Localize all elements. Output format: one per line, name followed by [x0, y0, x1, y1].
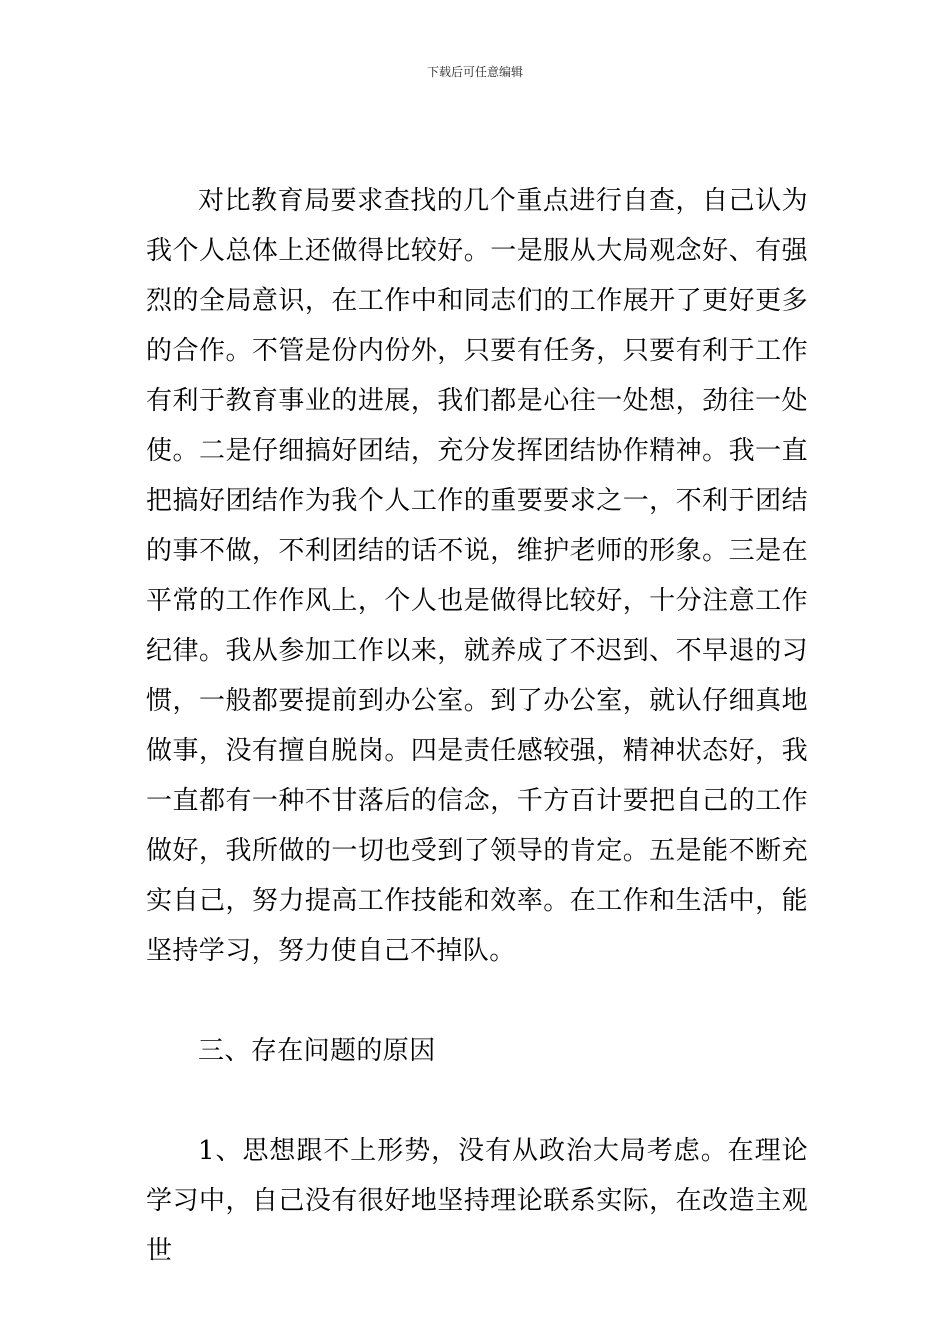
page-header [0, 64, 950, 80]
paragraph-cause-1: 1、思想跟不上形势，没有从政治大局考虑。在理论学习中，自己没有很好地坚持理论联系实际，在改造主观世 [146, 1136, 808, 1266]
document-body [146, 176, 808, 1276]
paragraph-spacer [146, 1076, 808, 1126]
header-text: 下载后可任意编辑 [426, 65, 523, 79]
section-heading: 三、存在问题的原因 [198, 1036, 436, 1066]
paragraph-self-review: 对比教育局要求查找的几个重点进行自查，自己认为我个人总体上还做得比较好。一是服从大局观念好、有强烈的全局意识，在工作中和同志们的工作展开了更好更多的合作。不管是份内份外，只要有任务，只要有利于工作有利于教育事业的进展，我们都是心往一处想，劲往一处使。二是仔细搞好团结，充分发挥团结协作精神。我一直把搞好团结作为我个人工作的重要要求之一，不利于团结的事不做，不利团结的话不说，维护老师的形象。三是在平常的工作作风上，个人也是做得比较好，十分注意工作纪律。我从参加工作以来，就养成了不迟到、不早退的习惯，一般都要提前到办公室。到了办公室，就认仔细真地做事，没有擅自脱岗。四是责任感较强，精神状态好，我一直都有一种不甘落后的信念，千方百计要把自己的工作做好，我所做的一切也受到了领导的肯定。五是能不断充实自己，努力提高工作技能和效率。在工作和生活中，能坚持学习，努力使自己不掉队。 [146, 186, 808, 966]
paragraph-spacer [146, 976, 808, 1026]
